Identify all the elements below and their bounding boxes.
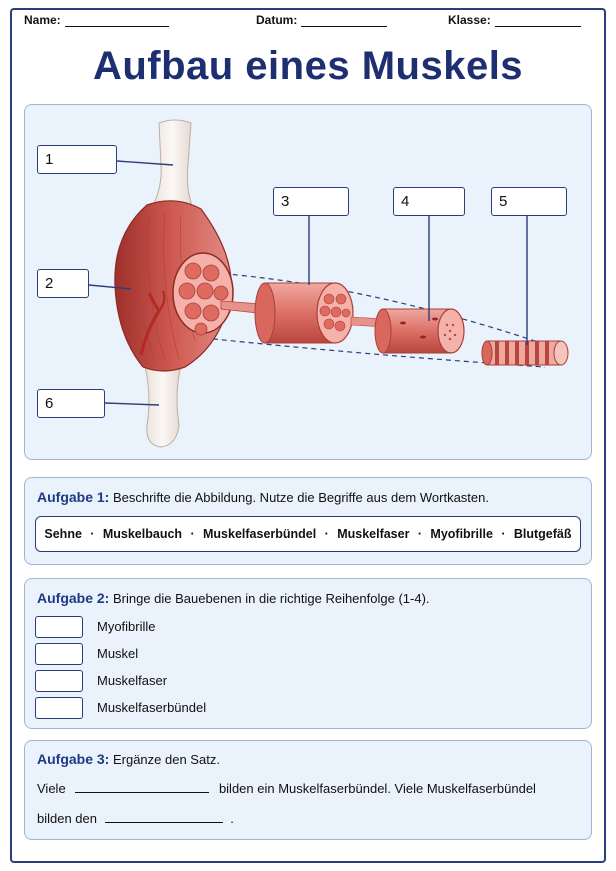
task-2-heading bbox=[37, 590, 430, 606]
word-tendon: Sehne bbox=[44, 527, 82, 541]
task-2-panel bbox=[24, 578, 592, 729]
label-box-5[interactable] bbox=[491, 187, 567, 216]
sentence-text: bilden den bbox=[37, 811, 97, 826]
label-box-3[interactable] bbox=[273, 187, 349, 216]
word-separator: · bbox=[90, 527, 95, 541]
page-title: Aufbau eines Muskels bbox=[92, 44, 524, 88]
word-fibre-bundle: Muskelfaserbündel bbox=[203, 527, 317, 541]
sentence-line-2 bbox=[37, 811, 234, 826]
date-label: Datum: bbox=[256, 13, 298, 27]
name-label: Name: bbox=[24, 13, 61, 27]
sentence-text: bilden ein Muskelfaserbündel. Viele Muskelfaserbündel bbox=[218, 781, 536, 796]
label-number-3: 3 bbox=[281, 193, 290, 210]
order-input-box[interactable] bbox=[35, 697, 83, 719]
label-box-6[interactable] bbox=[37, 389, 105, 418]
muscle-fibre bbox=[375, 309, 464, 353]
task-1-heading bbox=[37, 489, 489, 505]
label-box-4[interactable] bbox=[393, 187, 465, 216]
sentence-text: Viele bbox=[37, 781, 66, 796]
class-label: Klasse: bbox=[448, 13, 491, 27]
fill-blank-2[interactable] bbox=[105, 811, 223, 823]
task-3-instruction: Ergänze den Satz. bbox=[112, 752, 220, 767]
muscle-figure-panel bbox=[24, 104, 592, 460]
word-muscle-belly: Muskelbauch bbox=[102, 527, 183, 541]
word-separator: · bbox=[190, 527, 195, 541]
task-1-title: Aufgabe 1: bbox=[37, 489, 110, 505]
name-line[interactable] bbox=[65, 15, 169, 27]
name-field bbox=[24, 13, 169, 27]
fibre-bundle bbox=[255, 283, 353, 343]
sentence-text: . bbox=[230, 811, 234, 826]
date-line[interactable] bbox=[301, 15, 387, 27]
word-blood-vessel: Blutgefäß bbox=[513, 527, 572, 541]
order-input-box[interactable] bbox=[35, 616, 83, 638]
label-box-2[interactable] bbox=[37, 269, 89, 298]
order-input-box[interactable] bbox=[35, 643, 83, 665]
order-input-box[interactable] bbox=[35, 670, 83, 692]
word-box bbox=[35, 516, 581, 552]
task-3-heading bbox=[37, 751, 220, 767]
task-3-title: Aufgabe 3: bbox=[37, 751, 110, 767]
class-line[interactable] bbox=[495, 15, 581, 27]
sentence-line-1 bbox=[37, 781, 536, 796]
myofibril bbox=[482, 341, 568, 365]
word-muscle-fibre: Muskelfaser bbox=[337, 527, 410, 541]
word-separator: · bbox=[501, 527, 506, 541]
task-2-title: Aufgabe 2: bbox=[37, 590, 110, 606]
task-3-panel bbox=[24, 740, 592, 840]
order-item-label: Muskel bbox=[97, 646, 139, 661]
task-2-instruction: Bringe die Bauebenen in die richtige Reihenfolge (1-4). bbox=[112, 591, 430, 606]
fill-blank-1[interactable] bbox=[75, 781, 209, 793]
label-box-1[interactable] bbox=[37, 145, 117, 174]
order-item-label: Muskelfaser bbox=[97, 673, 168, 688]
label-number-6: 6 bbox=[45, 395, 54, 412]
order-item-label: Myofibrille bbox=[97, 619, 156, 634]
label-number-5: 5 bbox=[499, 193, 508, 210]
word-separator: · bbox=[324, 527, 329, 541]
word-separator: · bbox=[417, 527, 423, 541]
word-myofibril: Myofibrille bbox=[430, 527, 493, 541]
label-number-1: 1 bbox=[45, 151, 54, 168]
label-number-4: 4 bbox=[401, 193, 410, 210]
task-1-panel bbox=[24, 477, 592, 565]
label-number-2: 2 bbox=[45, 275, 54, 292]
date-field bbox=[256, 13, 387, 27]
header-fields bbox=[24, 13, 592, 33]
class-field bbox=[448, 13, 581, 27]
task-1-instruction: Beschrifte die Abbildung. Nutze die Begriffe aus dem Wortkasten. bbox=[112, 490, 489, 505]
order-item-label: Muskelfaserbündel bbox=[97, 700, 207, 715]
